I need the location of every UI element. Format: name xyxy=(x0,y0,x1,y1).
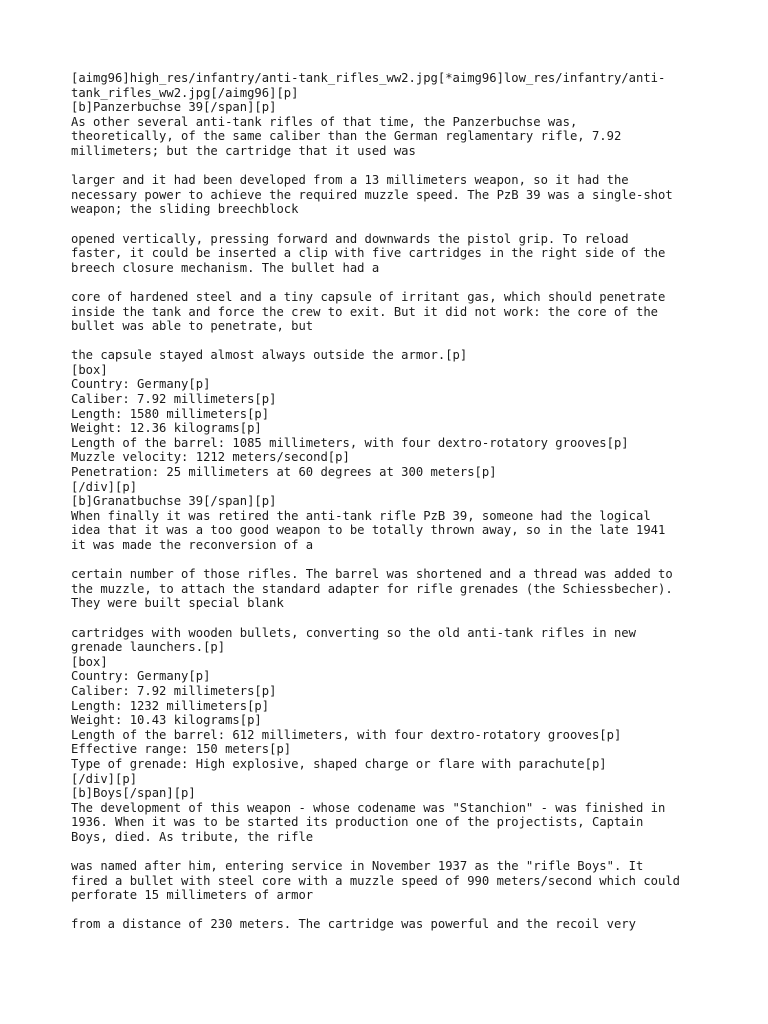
text-line: Penetration: 25 millimeters at 60 degrees at 300 meters[p] xyxy=(71,465,497,480)
paragraph-gap xyxy=(71,334,761,349)
text-line: Length of the barrel: 1085 millimeters, with four dextro-rotatory grooves[p] xyxy=(71,435,629,450)
text-line: Weight: 12.36 kilograms[p] xyxy=(71,421,262,436)
text-line: As other several anti-tank rifles of that time, the Panzerbuchse was, xyxy=(71,114,578,129)
text-line: the capsule stayed almost always outside the armor.[p] xyxy=(71,348,468,363)
text-line: [box] xyxy=(71,654,108,669)
paragraph-gap xyxy=(71,217,761,232)
text-line: theoretically, of the same caliber than the German reglamentary rifle, 7.92 xyxy=(71,129,622,144)
text-line: perforate 15 millimeters of armor xyxy=(71,888,314,903)
text-line: cartridges with wooden bullets, converting so the old anti-tank rifles in new xyxy=(71,625,636,640)
text-line: grenade launchers.[p] xyxy=(71,640,226,655)
text-line: Type of grenade: High explosive, shaped charge or flare with parachute[p] xyxy=(71,756,607,771)
text-line: fired a bullet with steel core with a muzzle speed of 990 meters/second which could xyxy=(71,873,681,888)
text-line: Caliber: 7.92 millimeters[p] xyxy=(71,683,277,698)
text-line: Boys, died. As tribute, the rifle xyxy=(71,829,314,844)
text-line: certain number of those rifles. The barrel was shortened and a thread was added to xyxy=(71,567,673,582)
text-line: Country: Germany[p] xyxy=(71,669,211,684)
text-line: [b]Boys[/span][p] xyxy=(71,786,196,801)
text-line: Caliber: 7.92 millimeters[p] xyxy=(71,392,277,407)
text-line: When finally it was retired the anti-tank rifle PzB 39, someone had the logical xyxy=(71,508,651,523)
text-line: faster, it could be inserted a clip with five cartridges in the right side of the xyxy=(71,246,666,261)
text-line: [b]Panzerbuchse 39[/span][p] xyxy=(71,100,277,115)
text-line: [box] xyxy=(71,362,108,377)
text-line: inside the tank and force the crew to exit. But it did not work: the core of the xyxy=(71,304,658,319)
text-line: idea that it was a too good weapon to be totally thrown away, so in the late 1941 xyxy=(71,523,666,538)
text-line: [aimg96]high_res/infantry/anti-tank_rifles_ww2.jpg[*aimg96]low_res/infantry/anti- xyxy=(71,71,666,85)
text-line: [/div][p] xyxy=(71,771,138,786)
text-line: core of hardened steel and a tiny capsule of irritant gas, which should penetrate xyxy=(71,289,666,304)
text-line: 1936. When it was to be started its production one of the projectists, Captain xyxy=(71,815,644,830)
text-line: breech closure mechanism. The bullet had a xyxy=(71,260,380,275)
text-line: Length: 1232 millimeters[p] xyxy=(71,698,270,713)
text-line: Length of the barrel: 612 millimeters, with four dextro-rotatory grooves[p] xyxy=(71,727,622,742)
paragraph-gap xyxy=(71,844,761,859)
text-line: was named after him, entering service in November 1937 as the "rifle Boys". It xyxy=(71,859,644,874)
text-line: bullet was able to penetrate, but xyxy=(71,319,314,334)
text-line: weapon; the sliding breechblock xyxy=(71,202,299,217)
text-line: tank_rifles_ww2.jpg[/aimg96][p] xyxy=(71,85,299,100)
text-line: millimeters; but the cartridge that it used was xyxy=(71,143,416,158)
paragraph-gap xyxy=(71,611,761,626)
text-line: the muzzle, to attach the standard adapter for rifle grenades (the Schiessbecher). xyxy=(71,581,673,596)
text-line: opened vertically, pressing forward and downwards the pistol grip. To reload xyxy=(71,231,629,246)
text-line: They were built special blank xyxy=(71,596,284,611)
paragraph-gap xyxy=(71,159,761,174)
text-line: Weight: 10.43 kilograms[p] xyxy=(71,713,262,728)
text-line: [/div][p] xyxy=(71,479,138,494)
text-line: necessary power to achieve the required muzzle speed. The PzB 39 was a single-shot xyxy=(71,187,673,202)
text-line: Length: 1580 millimeters[p] xyxy=(71,406,270,421)
text-line: Effective range: 150 meters[p] xyxy=(71,742,292,757)
paragraph-gap xyxy=(71,275,761,290)
text-line: from a distance of 230 meters. The cartridge was powerful and the recoil very xyxy=(71,917,636,932)
document-page xyxy=(71,71,761,932)
text-line: Country: Germany[p] xyxy=(71,377,211,392)
text-line: The development of this weapon - whose codename was "Stanchion" - was finished in xyxy=(71,800,666,815)
text-line: Muzzle velocity: 1212 meters/second[p] xyxy=(71,450,350,465)
text-line: it was made the reconversion of a xyxy=(71,538,314,552)
text-line: [b]Granatbuchse 39[/span][p] xyxy=(71,494,277,509)
text-line: larger and it had been developed from a 13 millimeters weapon, so it had the xyxy=(71,173,629,188)
paragraph-gap xyxy=(71,903,761,918)
paragraph-gap xyxy=(71,553,761,568)
